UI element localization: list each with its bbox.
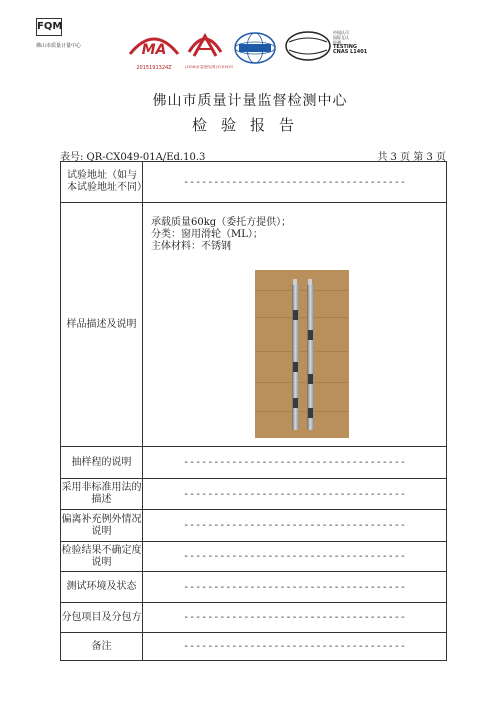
value-environment: ------------------------------------- [143, 572, 447, 603]
sample-photo [255, 270, 349, 438]
cnas-line-2: 国际互认 [333, 35, 349, 40]
cnas-line-1: 中国认可 [333, 30, 349, 35]
sample-line-2: 分类：窗用滑轮（ML）； [151, 229, 263, 240]
cal-code: (2016)计量授权(粤)字(019)号 [185, 65, 234, 69]
logo-row [0, 12, 500, 72]
svg-text:MA: MA [141, 42, 167, 58]
page-info: 共 3 页 第 3 页 [377, 152, 446, 163]
row-sample [61, 203, 447, 447]
cnas-seal [285, 30, 331, 66]
cnas-line-3: 检测 [333, 40, 341, 45]
report-title: 检验报告 [191, 116, 308, 134]
rail-left [292, 284, 299, 430]
cnas-icon [285, 30, 331, 62]
value-test-site: ------------------------------------- [143, 162, 447, 203]
center-name: 佛山市质量计量监督检测中心 [152, 93, 348, 109]
value-sample [143, 203, 447, 447]
label-test-site: 试验地址（如与本试验地址不同） [61, 162, 143, 203]
cma-seal [128, 30, 180, 71]
ilac-seal [233, 30, 277, 70]
fqm-logo [36, 18, 80, 49]
row-uncertainty [61, 542, 447, 572]
cnas-caption [333, 30, 367, 55]
label-sample: 样品描述及说明 [61, 203, 143, 447]
row-test-site [61, 162, 447, 203]
ilac-mra-icon [233, 30, 277, 66]
cma-code: 2015191324Z [136, 65, 172, 71]
label-uncertainty: 检验结果不确定度说明 [61, 542, 143, 572]
cnas-line-4: TESTING [333, 44, 357, 50]
row-deviation [61, 510, 447, 542]
cma-seal-icon [128, 30, 180, 60]
label-subcontract: 分包项目及分包方 [61, 603, 143, 633]
value-nonstandard: ------------------------------------- [143, 479, 447, 510]
value-subcontract: ------------------------------------- [143, 603, 447, 633]
row-subcontract [61, 603, 447, 633]
sample-line-1: 承载质量60kg（委托方提供）； [151, 217, 292, 228]
label-deviation: 偏离补充例外情况说明 [61, 510, 143, 542]
fqm-logo-mark: FQM [36, 18, 62, 36]
cal-seal [185, 30, 233, 70]
label-sampling: 抽样程的说明 [61, 447, 143, 479]
label-remarks: 备注 [61, 633, 143, 661]
row-remarks [61, 633, 447, 661]
value-remarks: ------------------------------------- [143, 633, 447, 661]
cnas-number: CNAS L1401 [333, 49, 368, 55]
label-nonstandard: 采用非标准用法的描述 [61, 479, 143, 510]
row-environment [61, 572, 447, 603]
form-number: 表号: QR-CX049-01A/Ed.10.3 [60, 152, 206, 163]
fqm-logo-caption: 佛山市质量计量中心 [36, 43, 82, 49]
row-nonstandard [61, 479, 447, 510]
value-sampling: ------------------------------------- [143, 447, 447, 479]
value-uncertainty: ------------------------------------- [143, 542, 447, 572]
value-deviation: ------------------------------------- [143, 510, 447, 542]
sample-line-3: 主体材料：不锈钢 [151, 241, 231, 252]
cal-seal-icon [185, 30, 225, 60]
row-sampling [61, 447, 447, 479]
label-environment: 测试环境及状态 [61, 572, 143, 603]
report-table [60, 161, 447, 661]
